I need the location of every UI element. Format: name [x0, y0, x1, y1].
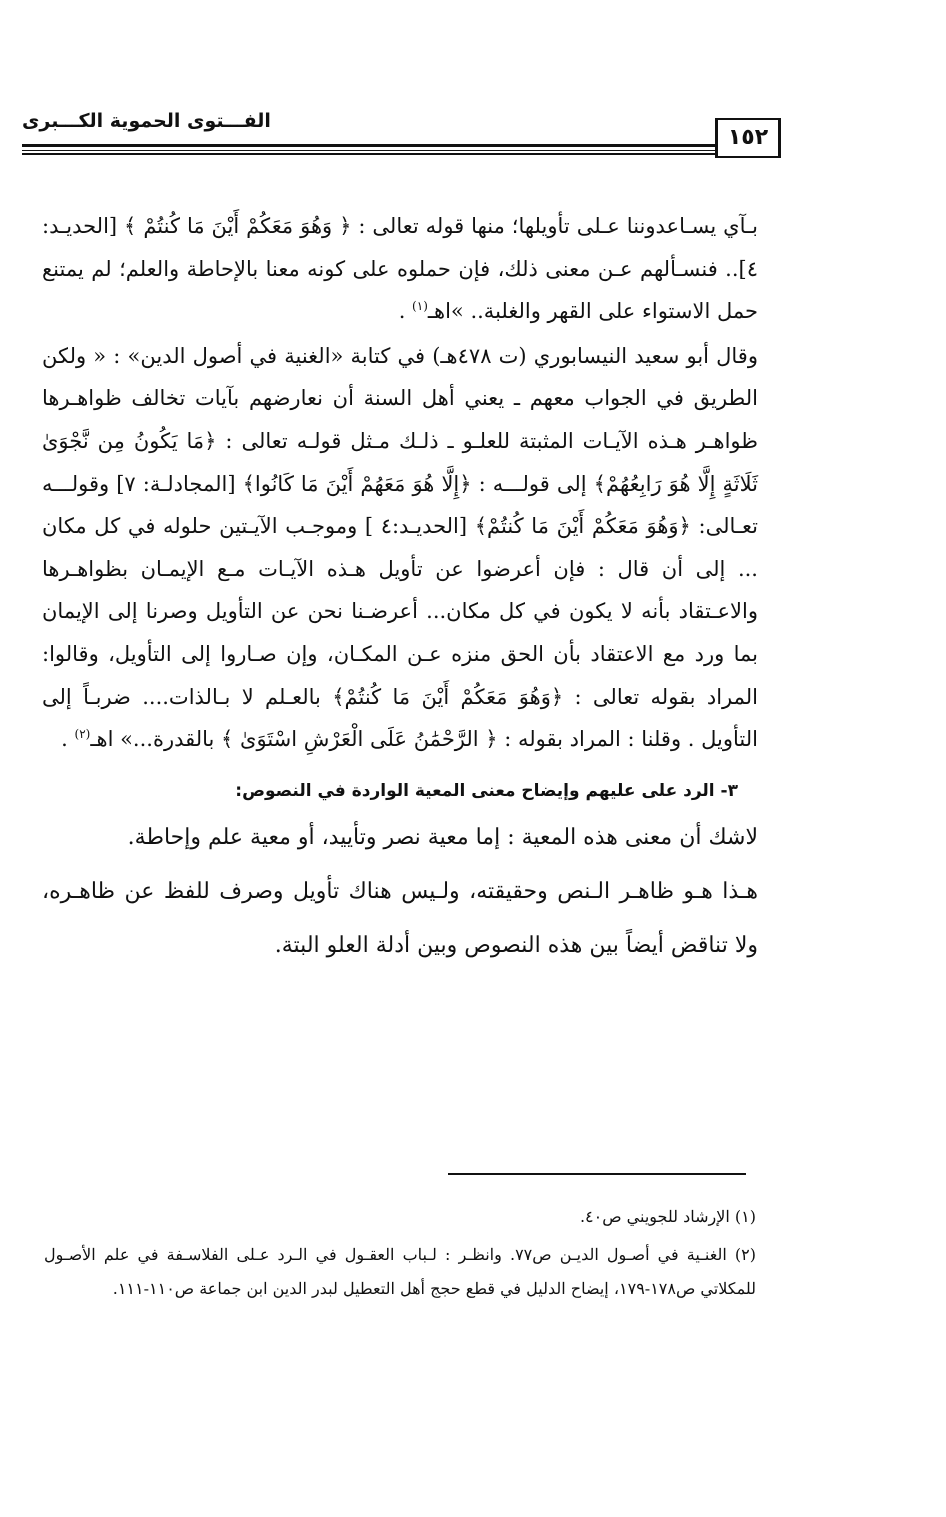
- footnote-ref-1: (١): [412, 299, 428, 314]
- paragraph-1-text: بـآي يسـاعدوننا عـلى تأويلها؛ منها قوله تعالى : ﴿ وَهُوَ مَعَكُمْ أَيْنَ مَا كُنتُمْ ﴾ [الحديـد: ٤].. فنسـألهم عـن معنى ذلك، فإن حملوه على كونه معنا بالإحاطة والعلم؛ لم يمتنع حمل الاستواء على القهر والغلبة.. »اهـ: [42, 214, 758, 324]
- header-rule: [22, 153, 718, 155]
- page-header: [22, 104, 784, 166]
- footnote-ref-2: (٢): [74, 727, 91, 742]
- footnote-separator: [448, 1173, 746, 1175]
- paragraph-4: هـذا هـو ظاهـر الـنص وحقيقته، ولـيس هناك تأويل وصرف للفظ عن ظاهـره، ولا تناقض أيضاً بين هذه النصوص وبين أدلة العلو البتة.: [42, 878, 758, 958]
- footnotes: [44, 1200, 756, 1306]
- paragraph-2-text: وقال أبو سعيد النيسابوري (ت ٤٧٨هـ) في كتابة «الغنية في أصول الدين» : « ولكن الطريق في الجواب معهم ـ يعني أهل السنة أن نعارضهم بآيات تخالف ظواهـرها ظواهـر هـذه الآيـات المثبتة للعلـو ـ ذلـك مـثل قولـه تعالى : ﴿مَا يَكُونُ مِن نَّجْوَىٰ ثَلَاثَةٍ إِلَّا هُوَ رَابِعُهُمْ﴾ إلى قولـــه : ﴿إِلَّا هُوَ مَعَهُمْ أَيْنَ مَا كَانُوا﴾ [المجادلـة: ٧] وقولـــه تعـالى: ﴿وَهُوَ مَعَكُمْ أَيْنَ مَا كُنتُمْ﴾ [الحديـد:٤ ] وموجـب الآيـتين حلوله في كل مكان ... إلى أن قال : فإن أعرضوا عن تأويل هـذه الآيـات مـع الإيمـان بظواهـرها والاعـتقاد بأنه لا يكون في كل مكان... أعرضـنا نحن عن التأويل وصرنا إلى الإيمان بما ورد مع الاعتقاد بأن الحق منزه عـن المكـان، وإن صـاروا إلى التأويل، وقالوا: المراد بقوله تعالى : ﴿وَهُوَ مَعَكُمْ أَيْنَ مَا كُنتُمْ﴾ بالعـلم لا بـالذات.... ضربـاً إلى التأويل . وقلنا : المراد بقوله : ﴿ الرَّحْمَٰنُ عَلَى الْعَرْشِ اسْتَوَىٰ ﴾ بالقدرة...» اهـ: [42, 343, 759, 752]
- header-rule: [22, 144, 718, 147]
- paragraph-3: لاشك أن معنى هذه المعية : إما معية نصر وتأييد، أو معية علم وإحاطة.: [127, 824, 758, 850]
- main-text: [42, 205, 758, 973]
- running-title: الفـــتوى الحموية الكـــبرى: [22, 110, 271, 132]
- paragraph-1: بـآي يسـاعدوننا عـلى تأويلها؛ منها قوله تعالى : ﴿ وَهُوَ مَعَكُمْ أَيْنَ مَا كُنتُمْ ﴾ [الحديـد: ٤].. فنسـألهم عـن معنى ذلك، فإن حملوه على كونه معنا بالإحاطة والعلم؛ لم يمتنع حمل الاستواء على القهر والغلبة.. »اهـ$^{(١)}$ .: [42, 214, 758, 324]
- footnote-1: (١) الإرشاد للجويني ص٤٠.: [579, 1207, 756, 1226]
- footnote-2: (٢) الغنـية في أصـول الديـن ص٧٧. وانظـر : لـباب العقـول في الـرد عـلى الفلاسـفة في علم الأصـول للمكلاتي ص١٧٨-١٧٩، إيضاح الدليل في قطع حجج أهل التعطيل لبدر الدين ابن جماعة ص١١٠-١١١.: [44, 1245, 756, 1298]
- paragraph-2: وقال أبو سعيد النيسابوري (ت ٤٧٨هـ) في كتابة «الغنية في أصول الدين» : « ولكن الطريق في الجواب معهم ـ يعني أهل السنة أن نعارضهم بآيات تخالف ظواهـرها ظواهـر هـذه الآيـات المثبتة للعلـو ـ ذلـك مـثل قولـه تعالى : ﴿مَا يَكُونُ مِن نَّجْوَىٰ ثَلَاثَةٍ إِلَّا هُوَ رَابِعُهُمْ﴾ إلى قولـــه : ﴿إِلَّا هُوَ مَعَهُمْ أَيْنَ مَا كَانُوا﴾ [المجادلـة: ٧] وقولـــه تعـالى: ﴿وَهُوَ مَعَكُمْ أَيْنَ مَا كُنتُمْ﴾ [الحديـد:٤ ] وموجـب الآيـتين حلوله في كل مكان ... إلى أن قال : فإن أعرضوا عن تأويل هـذه الآيـات مـع الإيمـان بظواهـرها والاعـتقاد بأنه لا يكون في كل مكان... أعرضـنا نحن عن التأويل وصرنا إلى الإيمان بما ورد مع الاعتقاد بأن الحق منزه عـن المكـان، وإن صـاروا إلى التأويل، وقالوا: المراد بقوله تعالى : ﴿وَهُوَ مَعَكُمْ أَيْنَ مَا كُنتُمْ﴾ بالعـلم لا بـالذات.... ضربـاً إلى التأويل . وقلنا : المراد بقوله : ﴿ الرَّحْمَٰنُ عَلَى الْعَرْشِ اسْتَوَىٰ ﴾ بالقدرة...» اهـ$^{(٢)}$ .: [42, 343, 759, 752]
- header-rule: [22, 150, 718, 151]
- section-heading: ٣- الرد على عليهم وإيضاح معنى المعية الواردة في النصوص:: [235, 780, 738, 801]
- page-number: ١٥٢: [715, 118, 781, 158]
